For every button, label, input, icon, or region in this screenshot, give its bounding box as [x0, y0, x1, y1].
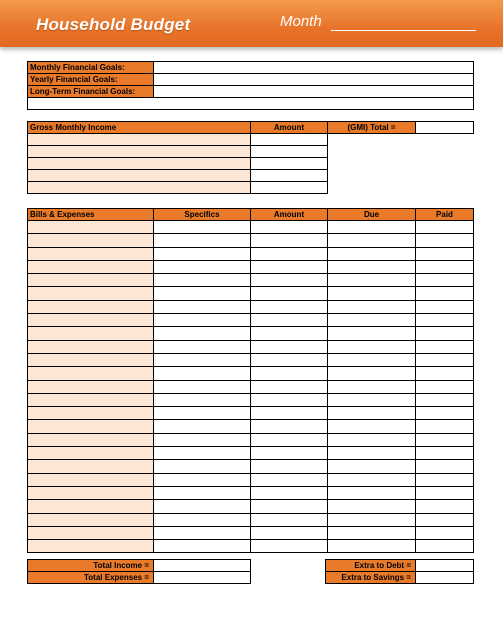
amount-field[interactable] [251, 513, 328, 526]
specifics-field[interactable] [154, 420, 251, 433]
specifics-field[interactable] [154, 473, 251, 486]
amount-field[interactable] [251, 367, 328, 380]
table-row [28, 170, 474, 182]
longterm-goals-field[interactable] [154, 86, 474, 98]
expense-name-field[interactable] [28, 486, 154, 499]
expense-name-field[interactable] [28, 380, 154, 393]
specifics-field[interactable] [154, 221, 251, 234]
paid-field[interactable] [416, 447, 474, 460]
expense-name-field[interactable] [28, 287, 154, 300]
gmi-total-label: (GMI) Total = [328, 122, 416, 134]
income-source-field[interactable] [28, 182, 251, 194]
paid-field[interactable] [416, 486, 474, 499]
paid-field[interactable] [416, 513, 474, 526]
specifics-field[interactable] [154, 540, 251, 553]
specifics-field[interactable] [154, 274, 251, 287]
specifics-header: Specifics [154, 209, 251, 221]
paid-field[interactable] [416, 367, 474, 380]
table-row [28, 221, 474, 234]
expenses-header-row [28, 209, 474, 221]
table-row [28, 526, 474, 539]
table-row [28, 134, 474, 146]
expense-name-field[interactable] [28, 513, 154, 526]
paid-field[interactable] [416, 274, 474, 287]
specifics-field[interactable] [154, 526, 251, 539]
table-row [28, 158, 474, 170]
amount-field[interactable] [251, 221, 328, 234]
paid-field[interactable] [416, 460, 474, 473]
income-source-field[interactable] [28, 170, 251, 182]
paid-field[interactable] [416, 500, 474, 513]
goal-row [28, 98, 474, 110]
table-row [28, 234, 474, 247]
due-field[interactable] [328, 300, 416, 313]
amount-field[interactable] [251, 447, 328, 460]
paid-field[interactable] [416, 353, 474, 366]
amount-field[interactable] [251, 460, 328, 473]
amount-header: Amount [251, 209, 328, 221]
income-header-row [28, 122, 474, 134]
income-amount-field[interactable] [251, 182, 328, 194]
amount-field[interactable] [251, 473, 328, 486]
income-amount-header: Amount [251, 122, 328, 134]
expense-name-field[interactable] [28, 500, 154, 513]
due-field[interactable] [328, 526, 416, 539]
table-row [28, 314, 474, 327]
bills-expenses-header: Bills & Expenses [28, 209, 154, 221]
amount-field[interactable] [251, 300, 328, 313]
specifics-field[interactable] [154, 380, 251, 393]
due-field[interactable] [328, 407, 416, 420]
expense-name-field[interactable] [28, 420, 154, 433]
total-income-label: Total Income = [28, 560, 154, 572]
specifics-field[interactable] [154, 486, 251, 499]
expense-name-field[interactable] [28, 526, 154, 539]
expense-name-field[interactable] [28, 447, 154, 460]
amount-field[interactable] [251, 314, 328, 327]
extra-savings-field[interactable] [416, 572, 474, 584]
table-row [28, 407, 474, 420]
income-amount-field[interactable] [251, 134, 328, 146]
due-field[interactable] [328, 433, 416, 446]
summary-right-table [325, 559, 474, 584]
goals-extra-field[interactable] [28, 98, 474, 110]
table-row [28, 367, 474, 380]
paid-field[interactable] [416, 473, 474, 486]
due-field[interactable] [328, 340, 416, 353]
paid-field[interactable] [416, 393, 474, 406]
longterm-goals-label: Long-Term Financial Goals: [28, 86, 154, 98]
expense-name-field[interactable] [28, 221, 154, 234]
expense-name-field[interactable] [28, 353, 154, 366]
amount-field[interactable] [251, 260, 328, 273]
income-source-field[interactable] [28, 158, 251, 170]
expense-name-field[interactable] [28, 540, 154, 553]
paid-field[interactable] [416, 526, 474, 539]
income-amount-field[interactable] [251, 158, 328, 170]
expense-name-field[interactable] [28, 260, 154, 273]
expenses-table [27, 208, 474, 553]
paid-header: Paid [416, 209, 474, 221]
table-row [28, 560, 251, 572]
expense-name-field[interactable] [28, 274, 154, 287]
specifics-field[interactable] [154, 407, 251, 420]
paid-field[interactable] [416, 287, 474, 300]
due-field[interactable] [328, 393, 416, 406]
amount-field[interactable] [251, 327, 328, 340]
expense-name-field[interactable] [28, 300, 154, 313]
table-row [28, 260, 474, 273]
table-row [28, 513, 474, 526]
paid-field[interactable] [416, 327, 474, 340]
expense-name-field[interactable] [28, 407, 154, 420]
paid-field[interactable] [416, 420, 474, 433]
specifics-field[interactable] [154, 314, 251, 327]
amount-field[interactable] [251, 234, 328, 247]
expense-name-field[interactable] [28, 367, 154, 380]
due-field[interactable] [328, 460, 416, 473]
table-row [28, 473, 474, 486]
paid-field[interactable] [416, 221, 474, 234]
table-row [28, 393, 474, 406]
expense-name-field[interactable] [28, 460, 154, 473]
due-field[interactable] [328, 260, 416, 273]
goals-table [27, 61, 474, 110]
income-header: Gross Monthly Income [28, 122, 251, 134]
specifics-field[interactable] [154, 367, 251, 380]
header-banner [0, 0, 503, 47]
table-row [28, 340, 474, 353]
specifics-field[interactable] [154, 353, 251, 366]
table-row [28, 433, 474, 446]
table-row [28, 247, 474, 260]
due-field[interactable] [328, 247, 416, 260]
amount-field[interactable] [251, 433, 328, 446]
income-source-field[interactable] [28, 146, 251, 158]
specifics-field[interactable] [154, 433, 251, 446]
due-field[interactable] [328, 287, 416, 300]
specifics-field[interactable] [154, 300, 251, 313]
goal-row [28, 62, 474, 74]
extra-debt-field[interactable] [416, 560, 474, 572]
due-field[interactable] [328, 447, 416, 460]
income-source-field[interactable] [28, 134, 251, 146]
table-row [28, 182, 474, 194]
page-title: Household Budget [36, 15, 191, 34]
due-field[interactable] [328, 367, 416, 380]
amount-field[interactable] [251, 380, 328, 393]
amount-field[interactable] [251, 500, 328, 513]
total-expenses-label: Total Expenses = [28, 572, 154, 584]
amount-field[interactable] [251, 540, 328, 553]
amount-field[interactable] [251, 353, 328, 366]
income-table [27, 121, 474, 194]
amount-field[interactable] [251, 274, 328, 287]
table-row [28, 274, 474, 287]
table-row [28, 460, 474, 473]
table-row [28, 327, 474, 340]
expense-name-field[interactable] [28, 340, 154, 353]
due-field[interactable] [328, 500, 416, 513]
expense-name-field[interactable] [28, 234, 154, 247]
table-row [28, 447, 474, 460]
summary-left-table [27, 559, 251, 584]
due-field[interactable] [328, 221, 416, 234]
amount-field[interactable] [251, 247, 328, 260]
specifics-field[interactable] [154, 513, 251, 526]
total-income-field[interactable] [154, 560, 251, 572]
specifics-field[interactable] [154, 260, 251, 273]
income-amount-field[interactable] [251, 146, 328, 158]
specifics-field[interactable] [154, 327, 251, 340]
due-field[interactable] [328, 540, 416, 553]
amount-field[interactable] [251, 420, 328, 433]
table-row [28, 146, 474, 158]
table-row [28, 500, 474, 513]
yearly-goals-field[interactable] [154, 74, 474, 86]
income-amount-field[interactable] [251, 170, 328, 182]
specifics-field[interactable] [154, 393, 251, 406]
yearly-goals-label: Yearly Financial Goals: [28, 74, 154, 86]
paid-field[interactable] [416, 340, 474, 353]
due-field[interactable] [328, 420, 416, 433]
due-field[interactable] [328, 473, 416, 486]
expense-name-field[interactable] [28, 247, 154, 260]
extra-debt-label: Extra to Debt = [326, 560, 416, 572]
month-input-line[interactable] [331, 30, 476, 31]
total-expenses-field[interactable] [154, 572, 251, 584]
due-header: Due [328, 209, 416, 221]
table-row [28, 486, 474, 499]
amount-field[interactable] [251, 287, 328, 300]
goal-row [28, 74, 474, 86]
specifics-field[interactable] [154, 500, 251, 513]
due-field[interactable] [328, 234, 416, 247]
specifics-field[interactable] [154, 447, 251, 460]
specifics-field[interactable] [154, 287, 251, 300]
paid-field[interactable] [416, 247, 474, 260]
table-row [28, 380, 474, 393]
amount-field[interactable] [251, 393, 328, 406]
table-row [28, 420, 474, 433]
due-field[interactable] [328, 380, 416, 393]
table-row [326, 572, 474, 584]
due-field[interactable] [328, 274, 416, 287]
expense-name-field[interactable] [28, 473, 154, 486]
table-row [28, 353, 474, 366]
expense-name-field[interactable] [28, 433, 154, 446]
expense-name-field[interactable] [28, 327, 154, 340]
specifics-field[interactable] [154, 247, 251, 260]
table-row [28, 572, 251, 584]
due-field[interactable] [328, 327, 416, 340]
amount-field[interactable] [251, 486, 328, 499]
table-row [28, 300, 474, 313]
paid-field[interactable] [416, 407, 474, 420]
amount-field[interactable] [251, 526, 328, 539]
paid-field[interactable] [416, 234, 474, 247]
due-field[interactable] [328, 314, 416, 327]
monthly-goals-field[interactable] [154, 62, 474, 74]
specifics-field[interactable] [154, 460, 251, 473]
paid-field[interactable] [416, 314, 474, 327]
due-field[interactable] [328, 513, 416, 526]
paid-field[interactable] [416, 433, 474, 446]
specifics-field[interactable] [154, 340, 251, 353]
table-row [28, 287, 474, 300]
amount-field[interactable] [251, 407, 328, 420]
table-row [28, 540, 474, 553]
due-field[interactable] [328, 486, 416, 499]
extra-savings-label: Extra to Savings = [326, 572, 416, 584]
paid-field[interactable] [416, 300, 474, 313]
amount-field[interactable] [251, 340, 328, 353]
month-label: Month [280, 13, 322, 30]
monthly-goals-label: Monthly Financial Goals: [28, 62, 154, 74]
due-field[interactable] [328, 353, 416, 366]
specifics-field[interactable] [154, 234, 251, 247]
paid-field[interactable] [416, 260, 474, 273]
expense-name-field[interactable] [28, 393, 154, 406]
expense-name-field[interactable] [28, 314, 154, 327]
paid-field[interactable] [416, 540, 474, 553]
paid-field[interactable] [416, 380, 474, 393]
gmi-total-field[interactable] [416, 122, 474, 134]
table-row [326, 560, 474, 572]
goal-row [28, 86, 474, 98]
